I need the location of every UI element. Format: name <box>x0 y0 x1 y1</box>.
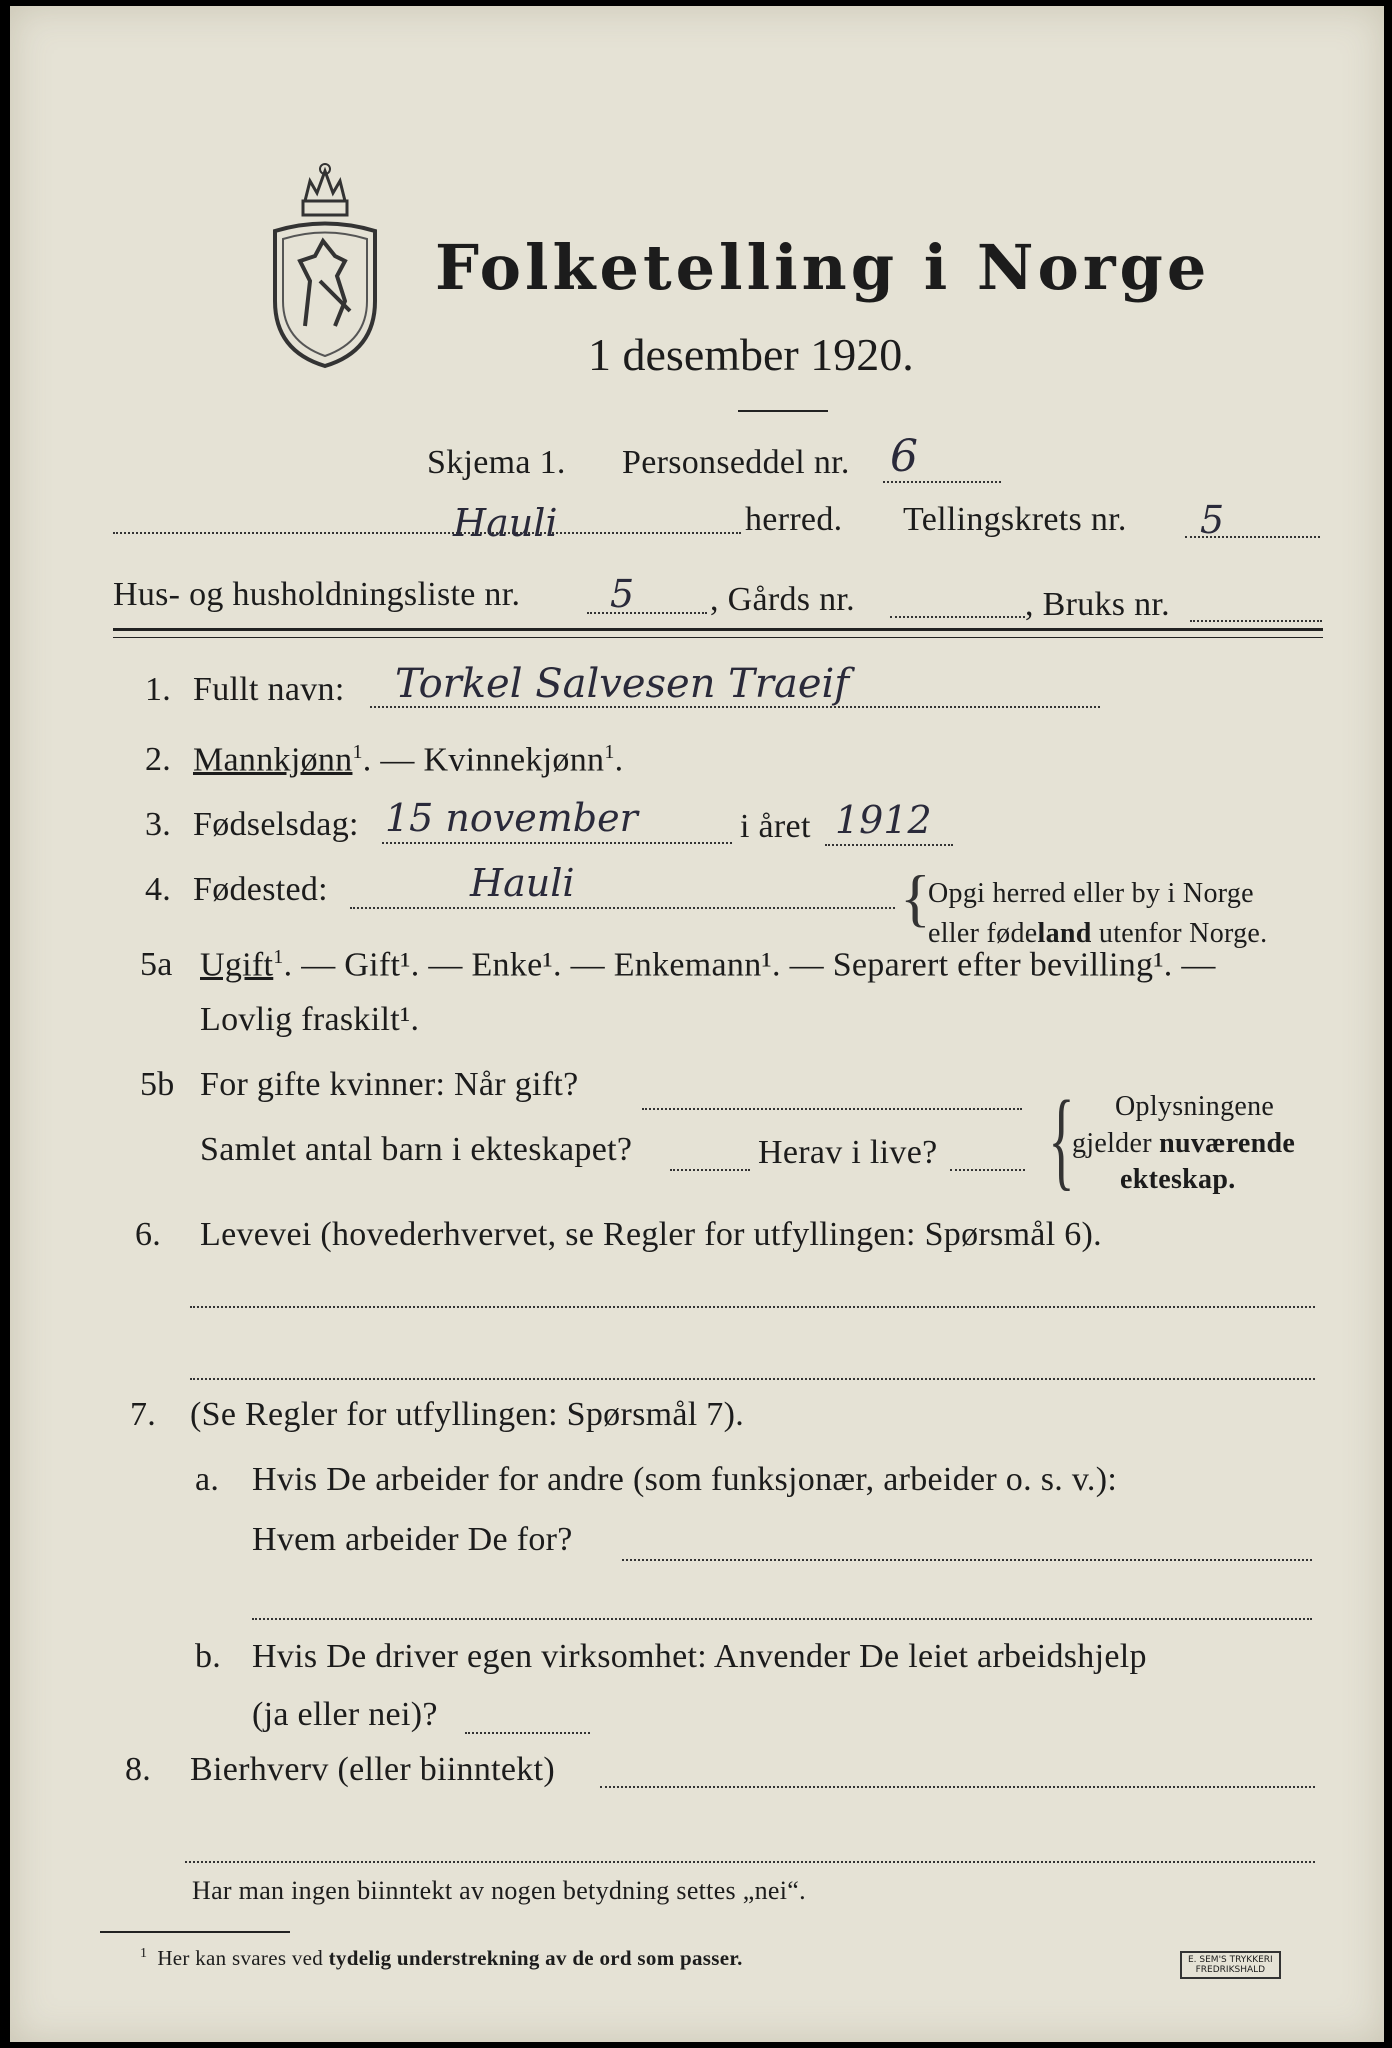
q4-note-c: utenfor Norge. <box>1091 918 1268 949</box>
q2-options <box>193 741 623 779</box>
occupation-line-1 <box>190 1306 1315 1308</box>
q5b-line2b: Herav i live? <box>758 1134 938 1171</box>
q1-number: 1. <box>145 671 172 708</box>
footnote-text-a: Her kan svares ved <box>157 1946 329 1970</box>
q3-line <box>382 842 732 844</box>
tellingskrets-value[interactable]: 5 <box>1200 498 1225 542</box>
q4-note-a: eller føde <box>928 918 1038 949</box>
q7-number: 7. <box>130 1396 157 1433</box>
side-income-line-2 <box>185 1861 1315 1863</box>
husholdningsliste-value[interactable]: 5 <box>610 572 635 616</box>
occupation-line-2 <box>190 1378 1315 1380</box>
q8-label: Bierhverv (eller biinntekt) <box>190 1751 555 1788</box>
q6-label: Levevei (hovederhvervet, se Regler for utfyllingen: Spørsmål 6). <box>200 1216 1102 1253</box>
q4-label: Fødested: <box>193 871 328 908</box>
q7b-line2: (ja eller nei)? <box>252 1696 438 1733</box>
printer-line2: FREDRIKSHALD <box>1195 1965 1266 1975</box>
married-when-line <box>642 1108 1022 1110</box>
printer-stamp <box>1180 1951 1281 1979</box>
footnote-ref: 1 <box>604 741 615 763</box>
q7-label: (Se Regler for utfyllingen: Spørsmål 7). <box>190 1396 745 1433</box>
q5b-note2 <box>1072 1128 1295 1160</box>
employer-line-2 <box>252 1618 1312 1620</box>
birth-date-value[interactable]: 15 november <box>385 796 638 840</box>
q5b-note1: Oplysningene <box>1115 1091 1275 1122</box>
q5b-note2b: nuværende <box>1159 1128 1296 1159</box>
q5b-note2a: gjelder <box>1072 1128 1160 1159</box>
q5a-rest: . — Gift¹. — Enke¹. — Enkemann¹. — Separert efter bevilling¹. — <box>283 946 1216 984</box>
q5b-brace: { <box>1048 1078 1075 1200</box>
footnote-ref: 1 <box>273 946 284 968</box>
q5a-options <box>200 946 1216 984</box>
full-name-value[interactable]: Torkel Salvesen Traeif <box>395 661 850 707</box>
norway-coat-of-arms-icon <box>265 161 385 376</box>
year-label: i året <box>740 808 811 845</box>
male-option[interactable]: Mannkjønn <box>193 741 353 779</box>
q5b-number: 5b <box>140 1066 175 1103</box>
census-form <box>10 6 1384 2042</box>
hired-help-line <box>465 1732 590 1734</box>
option-end: . <box>614 741 624 779</box>
q7b-line1: Hvis De driver egen virksomhet: Anvender De leiet arbeidshjelp <box>252 1638 1147 1675</box>
q1-label: Fullt navn: <box>193 671 345 708</box>
personseddel-label: Personseddel nr. <box>622 444 850 481</box>
q5b-line1: For gifte kvinner: Når gift? <box>200 1066 579 1103</box>
q5a-line2: Lovlig fraskilt¹. <box>200 1001 420 1038</box>
form-title: Folketelling i Norge <box>435 231 1211 304</box>
herred-value[interactable]: Hauli <box>453 501 558 545</box>
unmarried-option[interactable]: Ugift <box>200 946 274 984</box>
q5a-number: 5a <box>140 946 173 983</box>
year-line <box>825 844 953 846</box>
q4-number: 4. <box>145 871 172 908</box>
q7a-line2: Hvem arbeider De for? <box>252 1521 573 1558</box>
q3-label: Fødselsdag: <box>193 806 359 843</box>
q6-number: 6. <box>135 1216 162 1253</box>
q7a-letter: a. <box>195 1461 220 1498</box>
header-divider-2 <box>113 637 1323 638</box>
q5b-line2a: Samlet antal barn i ekteskapet? <box>200 1131 633 1168</box>
gards-label: , Gårds nr. <box>710 581 855 618</box>
birth-year-value[interactable]: 1912 <box>835 798 932 842</box>
husholdningsliste-line <box>587 612 707 614</box>
q7b-letter: b. <box>195 1638 222 1675</box>
husholdningsliste-label: Hus- og husholdningsliste nr. <box>113 576 521 613</box>
printer-line1: E. SEM'S TRYKKERI <box>1188 1955 1273 1965</box>
footnote-ref: 1 <box>352 741 363 763</box>
herred-line <box>113 532 741 534</box>
q2-number: 2. <box>145 741 172 778</box>
q4-brace: { <box>900 862 931 933</box>
personseddel-value[interactable]: 6 <box>890 431 918 482</box>
bruks-line <box>1190 620 1322 622</box>
employer-line <box>622 1559 1312 1561</box>
footnote-number: 1 <box>140 1946 148 1961</box>
herred-label: herred. <box>745 501 843 538</box>
skjema-label: Skjema 1. <box>427 444 566 481</box>
q3-number: 3. <box>145 806 172 843</box>
header-divider <box>113 628 1323 631</box>
female-option[interactable]: Kvinnekjønn <box>423 741 605 779</box>
footnote-text-b: tydelig understrekning av de ord som passer. <box>328 1946 743 1970</box>
alive-line <box>950 1169 1025 1171</box>
footnote-rule <box>100 1931 290 1933</box>
q4-note-b: land <box>1037 918 1092 949</box>
children-line <box>670 1169 750 1171</box>
side-income-line <box>600 1786 1315 1788</box>
birthplace-value[interactable]: Hauli <box>470 861 575 905</box>
bruks-label: , Bruks nr. <box>1025 586 1170 623</box>
title-rule <box>738 410 828 412</box>
footer-note: Har man ingen biinntekt av nogen betydning settes „nei“. <box>192 1876 806 1905</box>
option-separator: . — <box>362 741 424 779</box>
q4-line <box>350 907 895 909</box>
q5b-note3: ekteskap. <box>1120 1164 1236 1195</box>
tellingskrets-label: Tellingskrets nr. <box>903 501 1127 538</box>
q4-note-line1: Opgi herred eller by i Norge <box>928 878 1254 909</box>
form-date: 1 desember 1920. <box>588 329 914 380</box>
gards-line <box>890 616 1025 618</box>
footnote <box>140 1946 743 1971</box>
q8-number: 8. <box>125 1751 152 1788</box>
q7a-line1: Hvis De arbeider for andre (som funksjonær, arbeider o. s. v.): <box>252 1461 1118 1498</box>
